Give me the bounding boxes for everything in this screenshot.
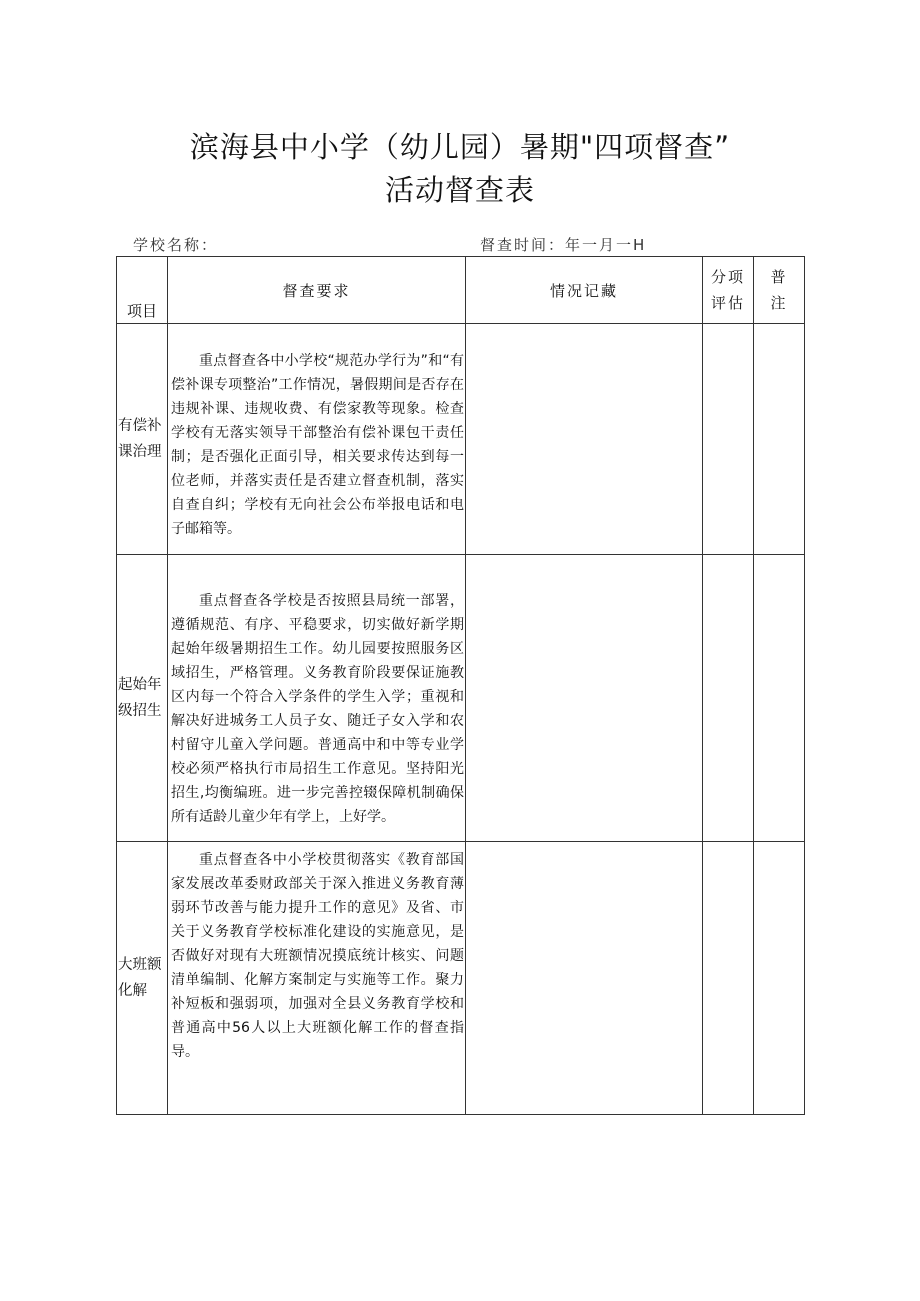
header-note <box>754 257 805 324</box>
item-label-line1: 大班额 <box>118 957 162 973</box>
record-cell[interactable] <box>466 842 703 1115</box>
note-cell[interactable] <box>754 555 805 842</box>
header-note-line2: 注 <box>770 294 788 312</box>
header-record: 情况记藏 <box>466 257 703 324</box>
item-cell <box>117 324 168 555</box>
inspection-time-label: 督查时间：年一月一H <box>480 236 647 254</box>
header-requirement: 督查要求 <box>168 257 466 324</box>
header-item: 项目 <box>117 257 168 324</box>
record-cell[interactable] <box>466 324 703 555</box>
score-cell[interactable] <box>703 842 754 1115</box>
record-cell[interactable] <box>466 555 703 842</box>
note-cell[interactable] <box>754 324 805 555</box>
school-name-label: 学校名称： <box>133 236 219 254</box>
score-cell[interactable] <box>703 324 754 555</box>
item-label-line1: 有偿补 <box>118 418 162 434</box>
inspection-table <box>116 256 805 1115</box>
header-score-line1: 分项 <box>710 268 745 286</box>
requirement-cell <box>168 324 466 555</box>
item-cell <box>117 842 168 1115</box>
requirement-cell <box>168 555 466 842</box>
table-header-row <box>117 257 805 324</box>
table-row <box>117 324 805 555</box>
item-label-line1: 起始年 <box>118 677 162 693</box>
item-cell <box>117 555 168 842</box>
header-note-line1: 普 <box>770 268 788 286</box>
item-label-line2: 化解 <box>118 983 147 999</box>
item-label-line2: 级招生 <box>118 703 162 719</box>
header-score-line2: 评估 <box>710 294 745 312</box>
requirement-text: 重点督查各中小学校贯彻落实《教育部国家发展改革委财政部关于深入推进义务教育薄弱环节改善与能力提升工作的意见》及省、市关于义务教育学校标准化建设的实施意见，是否做好对现有大班额情况摸底统计核实、问题清单编制、化解方案制定与实施等工作。聚力补短板和强弱项，加强对全县义务教育学校和普通高中56人以上大班额化解工作的督查指导。 <box>171 852 464 1060</box>
table-row <box>117 842 805 1115</box>
requirement-cell <box>168 842 466 1115</box>
page-title-line1: 滨海县中小学（幼儿园）暑期"四项督查” <box>189 130 731 164</box>
item-label-line2: 课治理 <box>118 444 162 460</box>
note-cell[interactable] <box>754 842 805 1115</box>
requirement-text: 重点督查各学校是否按照县局统一部署，遵循规范、有序、平稳要求，切实做好新学期起始年级暑期招生工作。幼儿园要按照服务区域招生，严格管理。义务教育阶段要保证施教区内每一个符合入学条件的学生入学；重视和解决好进城务工人员子女、随迁子女入学和农村留守儿童入学问题。普通高中和中等专业学校必须严格执行市局招生工作意见。坚持阳光招生,均衡编班。进一步完善控辍保障机制确保所有适龄儿童少年有学上，上好学。 <box>171 593 464 825</box>
page-title-line2: 活动督查表 <box>384 173 535 207</box>
score-cell[interactable] <box>703 555 754 842</box>
header-score <box>703 257 754 324</box>
requirement-text: 重点督查各中小学校“规范办学行为”和“有偿补课专项整治”工作情况，暑假期间是否存在违规补课、违规收费、有偿家教等现象。检查学校有无落实领导干部整治有偿补课包干责任制；是否强化正面引导，相关要求传达到每一位老师，并落实责任是否建立督查机制，落实自查自纠；学校有无向社会公布举报电话和电子邮箱等。 <box>171 353 464 537</box>
table-row <box>117 555 805 842</box>
